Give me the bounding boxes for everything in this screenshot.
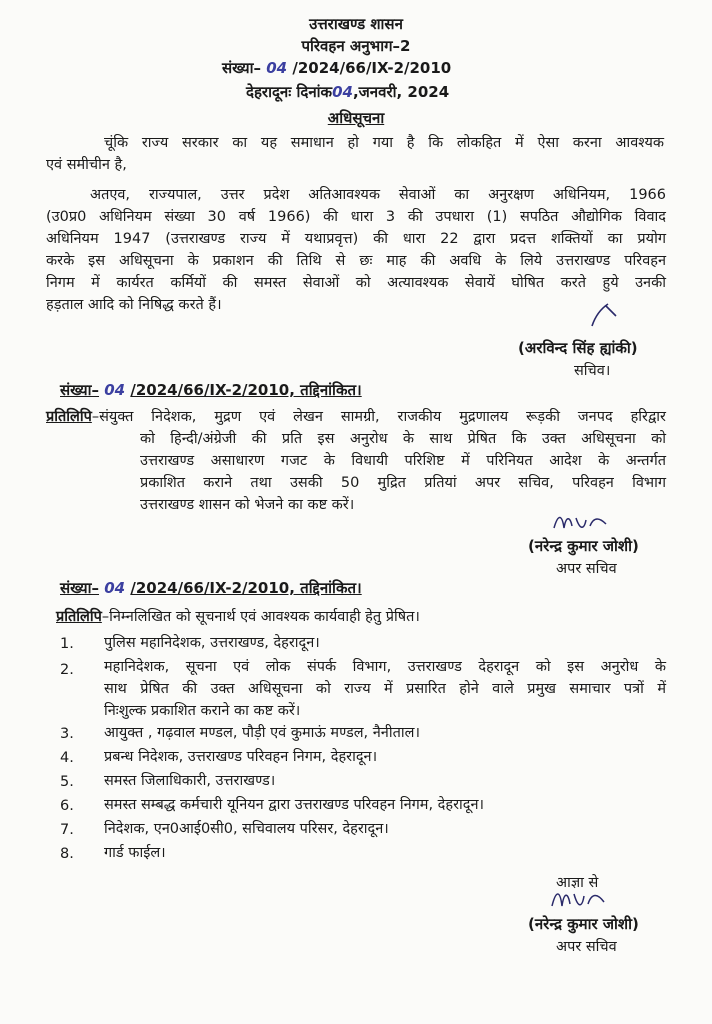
paragraph-2-line-2: (उ0प्र0 अधिनियम संख्या 30 वर्ष 1966) की धारा 3 की उपधारा (1) सपठित औद्योगिक विवाद xyxy=(46,209,666,225)
copy-1-number-prefix: संख्या– xyxy=(60,381,100,399)
copy-1-handwritten-number: 04 xyxy=(104,381,126,399)
document-title: अधिसूचना xyxy=(327,109,385,127)
signature-mark-additional-secretary-2 xyxy=(548,884,608,914)
number-suffix: /2024/66/IX-2/2010 xyxy=(292,59,452,77)
list-item-number: 8. xyxy=(60,846,74,862)
copy-1-line-5: उत्तराखण्ड शासन को भेजने का कष्ट करें। xyxy=(140,497,355,513)
list-item-number: 5. xyxy=(60,774,74,790)
govt-heading: उत्तराखण्ड शासन xyxy=(309,15,403,33)
list-item-text: पुलिस महानिदेशक, उत्तराखण्ड, देहरादून। xyxy=(104,635,320,651)
list-item-text: समस्त सम्बद्ध कर्मचारी यूनियन द्वारा उत्तराखण्ड परिवहन निगम, देहरादून। xyxy=(104,797,484,813)
list-item-text: गार्ड फाईल। xyxy=(104,845,166,861)
copy-2-signatory-designation: अपर सचिव xyxy=(556,939,617,955)
list-item-text: प्रबन्ध निदेशक, उत्तराखण्ड परिवहन निगम, देहरादून। xyxy=(104,749,378,765)
copy-1-line-2: को हिन्दी/अंग्रेजी की प्रति इस अनुरोध के साथ प्रेषित कि उक्त अधिसूचना को xyxy=(140,431,666,447)
copy-1-label: प्रतिलिपि xyxy=(46,409,92,425)
list-item-number: 1. xyxy=(60,636,74,652)
list-item-number: 6. xyxy=(60,798,74,814)
list-item-number: 3. xyxy=(60,726,74,742)
date-prefix: देहरादूनः दिनांक xyxy=(246,83,333,101)
copy-1-line-1 xyxy=(46,406,666,426)
copy-2-label: प्रतिलिपि xyxy=(56,609,102,625)
paragraph-1-line-1: चूंकि राज्य सरकार का यह समाधान हो गया है कि लोकहित में ऐसा करना आवश्यक xyxy=(104,135,664,151)
list-item-number: 7. xyxy=(60,822,74,838)
by-order-text: आज्ञा से xyxy=(556,875,599,891)
list-item-text: निःशुल्क प्रकाशित कराने का कष्ट करें। xyxy=(104,703,301,719)
copy-2-intro xyxy=(56,606,420,626)
date-suffix: ,जनवरी, 2024 xyxy=(352,83,450,101)
paragraph-2-line-4: करके इस अधिसूचना के प्रकाशन की तिथि से छः माह की अवधि के लिये उत्तराखण्ड परिवहन xyxy=(46,253,666,269)
copy-2-handwritten-number: 04 xyxy=(104,579,126,597)
list-item-number: 2. xyxy=(60,662,74,678)
copy-2-number-suffix: /2024/66/IX-2/2010, तद्दिनांकित। xyxy=(130,579,362,597)
section-heading: परिवहन अनुभाग–2 xyxy=(301,37,411,55)
copy-1-line-4: प्रकाशित कराने तथा उसकी 50 मुद्रित प्रतियां अपर सचिव, परिवहन विभाग xyxy=(140,475,666,491)
list-item-text: महानिदेशक, सूचना एवं लोक संपर्क विभाग, उत्तराखण्ड देहरादून को इस अनुरोध के xyxy=(104,659,666,675)
list-item-text: समस्त जिलाधिकारी, उत्तराखण्ड। xyxy=(104,773,276,789)
copy-2-intro-text: –निम्नलिखित को सूचनार्थ एवं आवश्यक कार्यवाही हेतु प्रेषित। xyxy=(101,609,420,625)
copy-2-number xyxy=(60,578,362,598)
list-item-text: साथ प्रेषित की उक्त अधिसूचना को राज्य में प्रसारित होने वाले प्रमुख समाचार पत्रों में xyxy=(104,681,666,697)
paragraph-2-line-5: निगम में कार्यरत कर्मियों की समस्त सेवाओं को अत्यावश्यक सेवायें घोषित करते हुये उनकी xyxy=(46,275,666,291)
copy-1-text-1: –संयुक्त निदेशक, मुद्रण एवं लेखन सामग्री, राजकीय मुद्रणालय रूड़की जनपद हरिद्वार xyxy=(91,409,666,425)
paragraph-2-line-6: हड़ताल आदि को निषिद्ध करते हैं। xyxy=(46,297,222,313)
list-item-text: निदेशक, एन0आई0सी0, सचिवालय परिसर, देहरादून। xyxy=(104,821,389,837)
signature-mark-additional-secretary-1 xyxy=(550,508,610,536)
list-item-number: 4. xyxy=(60,750,74,766)
handwritten-date: 04 xyxy=(332,83,353,101)
copy-2-signatory-name: (नरेन्द्र कुमार जोशी) xyxy=(528,915,639,933)
list-item-text: आयुक्त , गढ़वाल मण्डल, पौड़ी एवं कुमाऊं मण्डल, नैनीताल। xyxy=(104,725,420,741)
copy-1-number-suffix: /2024/66/IX-2/2010, तद्दिनांकित। xyxy=(130,381,362,399)
notification-date xyxy=(246,82,449,102)
copy-1-number xyxy=(60,380,362,400)
copy-1-line-3: उत्तराखण्ड असाधारण गजट के विधायी परिशिष्ट में परिनियत आदेश के अन्तर्गत xyxy=(140,453,666,469)
signature-mark-secretary xyxy=(586,300,626,330)
copy-1-signatory-designation: अपर सचिव xyxy=(556,561,617,577)
copy-2-number-prefix: संख्या– xyxy=(60,579,100,597)
paragraph-2-line-1: अतएव, राज्यपाल, उत्तर प्रदेश अतिआवश्यक सेवाओं का अनुरक्षण अधिनियम, 1966 xyxy=(90,187,666,203)
signatory-name-secretary: (अरविन्द सिंह ह्यांकी) xyxy=(518,339,638,357)
paragraph-2-line-3: अधिनियम 1947 (उत्तराखण्ड राज्य में यथाप्रवृत्त) की धारा 22 द्वारा प्रदत्त शक्तियों का प्रयोग xyxy=(46,231,666,247)
handwritten-number: 04 xyxy=(266,59,288,77)
signatory-designation-secretary: सचिव। xyxy=(574,363,611,379)
paragraph-1-line-2: एवं समीचीन है, xyxy=(46,157,127,173)
number-prefix: संख्या– xyxy=(222,59,262,77)
copy-1-signatory-name: (नरेन्द्र कुमार जोशी) xyxy=(528,537,639,555)
notification-number xyxy=(222,58,451,78)
